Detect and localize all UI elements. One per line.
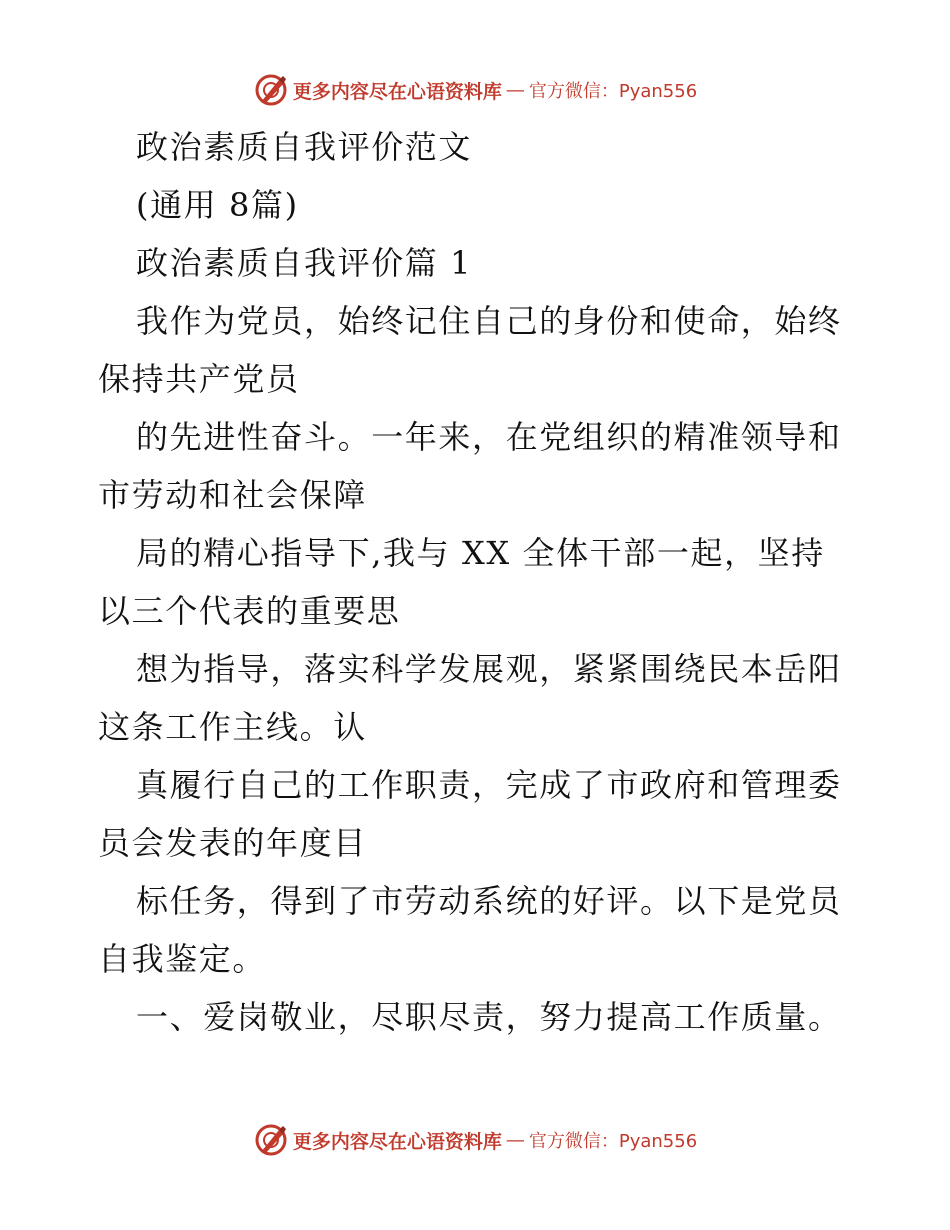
document-line: 员会发表的年度目 bbox=[98, 824, 367, 862]
document-line: 政治素质自我评价范文 bbox=[136, 128, 473, 166]
document-line: 想为指导，落实科学发展观，紧紧围绕民本岳阳 bbox=[136, 650, 842, 688]
header-watermark bbox=[0, 70, 950, 110]
document-line: 标任务，得到了市劳动系统的好评。以下是党员 bbox=[136, 882, 842, 920]
watermark-separator: — bbox=[505, 1129, 525, 1151]
document-line: 局的精心指导下,我与 XX 全体干部一起，坚持 bbox=[136, 534, 825, 572]
document-line: 真履行自己的工作职责，完成了市政府和管理委 bbox=[136, 766, 842, 804]
document-line: 我作为党员，始终记住自己的身份和使命，始终 bbox=[136, 302, 842, 340]
watermark-wechat-text: 官方微信：Pyan556 bbox=[528, 81, 698, 102]
pen-logo-icon bbox=[253, 72, 289, 108]
pen-logo-icon bbox=[253, 1122, 289, 1158]
document-line: 一、爱岗敬业，尽职尽责，努力提高工作质量。 bbox=[136, 998, 842, 1036]
document-line: 保持共产党员 bbox=[98, 360, 300, 398]
watermark-site-text: 更多内容尽在心语资料库 bbox=[292, 80, 502, 103]
document-line: 以三个代表的重要思 bbox=[98, 592, 401, 630]
watermark-wechat-text: 官方微信：Pyan556 bbox=[528, 1131, 698, 1152]
document-line: 这条工作主线。认 bbox=[98, 708, 367, 746]
watermark-separator: — bbox=[505, 79, 525, 101]
footer-watermark bbox=[0, 1120, 950, 1160]
document-line: 市劳动和社会保障 bbox=[98, 476, 367, 514]
document-line: 政治素质自我评价篇 1 bbox=[136, 244, 473, 282]
document-line: (通用 8篇) bbox=[136, 186, 299, 224]
watermark-site-text: 更多内容尽在心语资料库 bbox=[292, 1130, 502, 1153]
document-line: 自我鉴定。 bbox=[98, 940, 267, 978]
document-line: 的先进性奋斗。一年来，在党组织的精准领导和 bbox=[136, 418, 842, 456]
document-body bbox=[98, 118, 858, 1046]
